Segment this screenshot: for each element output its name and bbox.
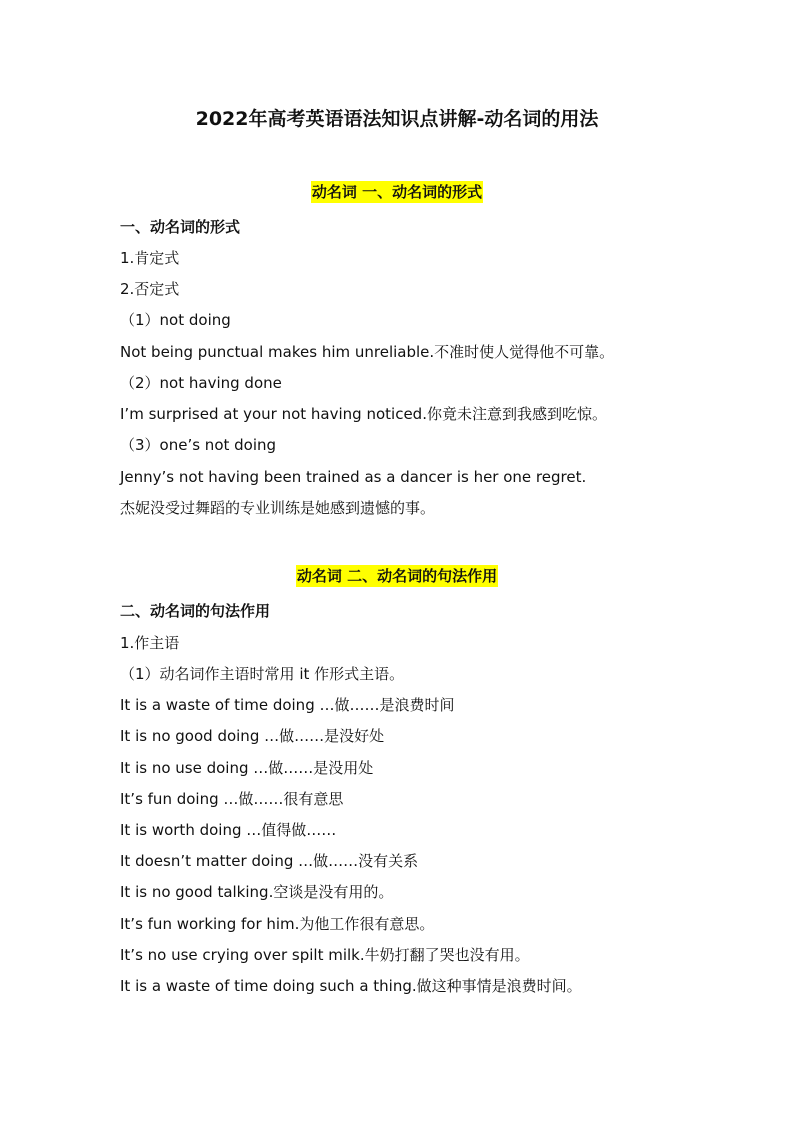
text-line: 1.肯定式 (120, 249, 180, 267)
subheading: 一、动名词的形式 (120, 218, 241, 236)
page-title: 2022年高考英语语法知识点讲解-动名词的用法 (195, 108, 599, 130)
text-line: I’m surprised at your not having noticed.你竟未注意到我感到吃惊。 (120, 405, 607, 423)
text-line: （2）not having done (120, 374, 282, 392)
text-line: It is no use doing …做……是没用处 (120, 759, 374, 777)
text-line: It doesn’t matter doing …做……没有关系 (120, 852, 419, 870)
text-line: It is worth doing …值得做…… (120, 821, 337, 839)
text-line: Not being punctual makes him unreliable.不准时使人觉得他不可靠。 (120, 343, 615, 361)
text-line: It’s no use crying over spilt milk.牛奶打翻了哭也没有用。 (120, 946, 530, 964)
text-line: It is a waste of time doing …做……是浪费时间 (120, 696, 455, 714)
section-heading-forms-text: 动名词 一、动名词的形式 (311, 183, 483, 201)
text-line: （3）one’s not doing (120, 436, 277, 454)
text-line: It’s fun doing …做……很有意思 (120, 790, 344, 808)
section-heading-syntax (0, 565, 794, 586)
text-line: （1）动名词作主语时常用 it 作形式主语。 (120, 665, 405, 683)
text-line: It is a waste of time doing such a thing.做这种事情是浪费时间。 (120, 977, 582, 995)
text-line: 1.作主语 (120, 634, 180, 652)
text-line: 杰妮没受过舞蹈的专业训练是她感到遗憾的事。 (120, 499, 436, 517)
subheading: 二、动名词的句法作用 (120, 602, 271, 620)
text-line: （1）not doing (120, 311, 231, 329)
text-line: It is no good doing …做……是没好处 (120, 727, 385, 745)
text-line: 2.否定式 (120, 280, 180, 298)
section-heading-syntax-text: 动名词 二、动名词的句法作用 (296, 567, 498, 585)
text-line: It’s fun working for him.为他工作很有意思。 (120, 915, 435, 933)
text-line: Jenny’s not having been trained as a dancer is her one regret. (120, 468, 587, 486)
section-heading-forms (0, 181, 794, 202)
text-line: It is no good talking.空谈是没有用的。 (120, 883, 394, 901)
